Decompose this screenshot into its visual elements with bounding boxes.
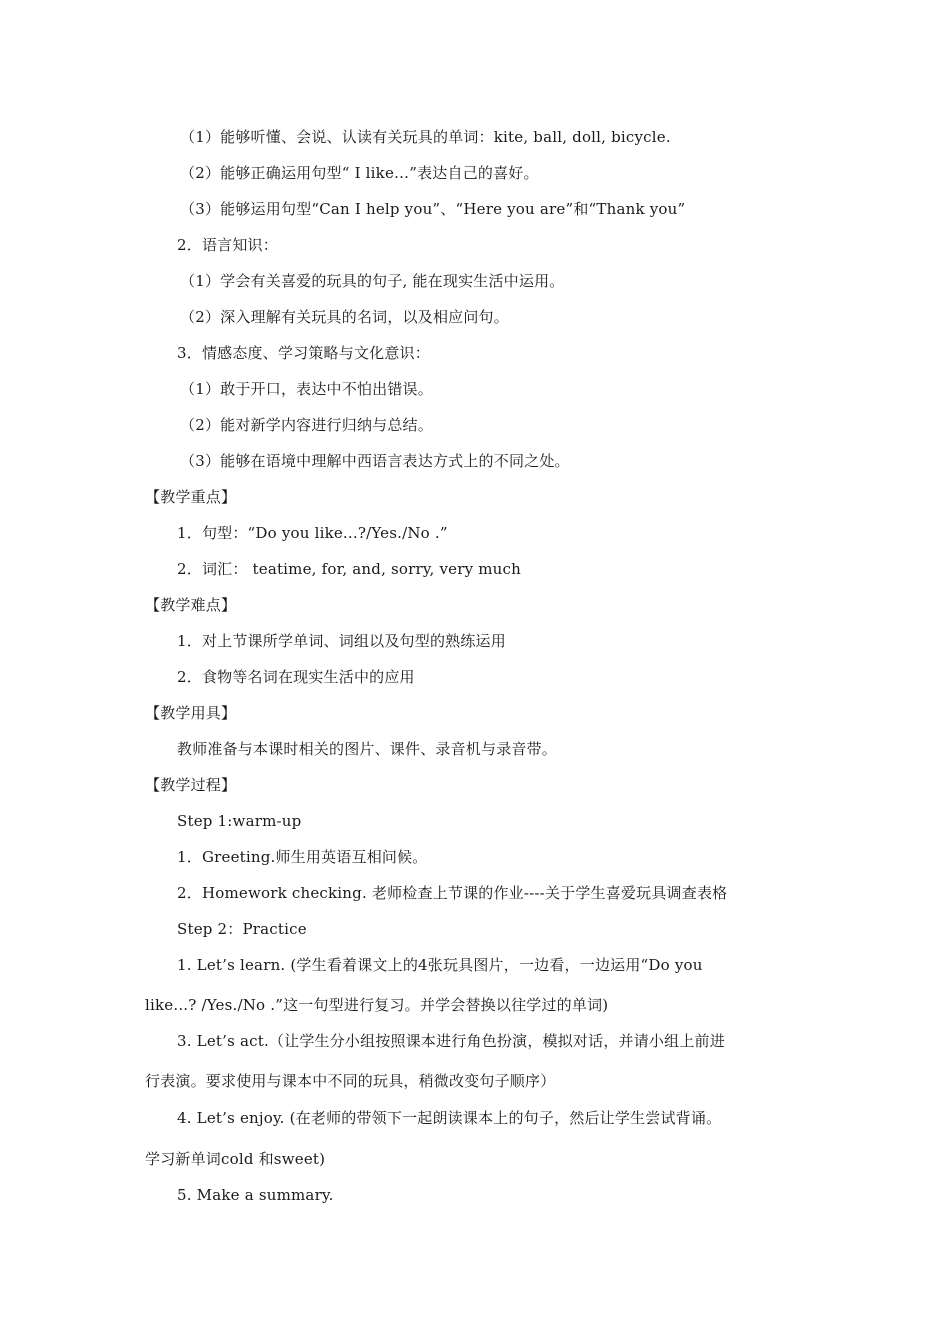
- section-attitude-strategy: 3．情感态度、学习策略与文化意识：: [177, 344, 430, 362]
- step-1-item-1: 1．Greeting.师生用英语互相问候。: [177, 848, 428, 866]
- step-2-item-4-line-2: 学习新单词cold 和sweet): [145, 1150, 326, 1168]
- step-2-item-3-line-1: 3. Let’s act.（让学生分小组按照课本进行角色扮演，模拟对话，并请小组上前进: [177, 1032, 725, 1050]
- objective-1-1: （1）能够听懂、会说、认读有关玩具的单词：kite, ball, doll, bicycle.: [180, 128, 671, 146]
- key-point-1: 1．句型：“Do you like...?/Yes./No .”: [177, 524, 448, 542]
- step-2-item-4-line-1: 4. Let’s enjoy. (在老师的带领下一起朗读课本上的句子，然后让学生尝试背诵。: [177, 1109, 722, 1127]
- step-2-item-3-line-2: 行表演。要求使用与课本中不同的玩具，稍微改变句子顺序）: [145, 1072, 556, 1090]
- heading-key-points: 【教学重点】: [145, 488, 237, 506]
- objective-1-3: （3）能够运用句型“Can I help you”、“Here you are”和“Thank you”: [180, 200, 686, 218]
- difficulty-2: 2．食物等名词在现实生活中的应用: [177, 668, 415, 686]
- objective-2-2: （2）深入理解有关玩具的名词，以及相应问句。: [180, 308, 509, 326]
- key-point-2: 2．词汇： teatime, for, and, sorry, very much: [177, 560, 522, 578]
- heading-teaching-aids: 【教学用具】: [145, 704, 237, 722]
- section-language-knowledge: 2．语言知识：: [177, 236, 278, 254]
- objective-3-1: （1）敢于开口，表达中不怕出错误。: [180, 380, 433, 398]
- objective-3-3: （3）能够在语境中理解中西语言表达方式上的不同之处。: [180, 452, 570, 470]
- heading-difficulties: 【教学难点】: [145, 596, 237, 614]
- step-2-title: Step 2：Practice: [177, 920, 307, 938]
- step-1-title: Step 1:warm-up: [177, 812, 302, 830]
- step-2-item-1-line-2: like...? /Yes./No .”这一句型进行复习。并学会替换以往学过的单词): [145, 996, 609, 1014]
- objective-2-1: （1）学会有关喜爱的玩具的句子, 能在现实生活中运用。: [180, 272, 565, 290]
- objective-3-2: （2）能对新学内容进行归纳与总结。: [180, 416, 433, 434]
- step-2-item-5: 5. Make a summary.: [177, 1186, 334, 1204]
- difficulty-1: 1．对上节课所学单词、词组以及句型的熟练运用: [177, 632, 506, 650]
- step-1-item-2: 2．Homework checking. 老师检查上节课的作业----关于学生喜爱玩具调查表格: [177, 884, 728, 902]
- teaching-aids-text: 教师准备与本课时相关的图片、课件、录音机与录音带。: [177, 740, 558, 758]
- heading-teaching-process: 【教学过程】: [145, 776, 237, 794]
- step-2-item-1-line-1: 1. Let’s learn. (学生看着课文上的4张玩具图片，一边看，一边运用“Do you: [177, 956, 703, 974]
- objective-1-2: （2）能够正确运用句型“ I like…”表达自己的喜好。: [180, 164, 539, 182]
